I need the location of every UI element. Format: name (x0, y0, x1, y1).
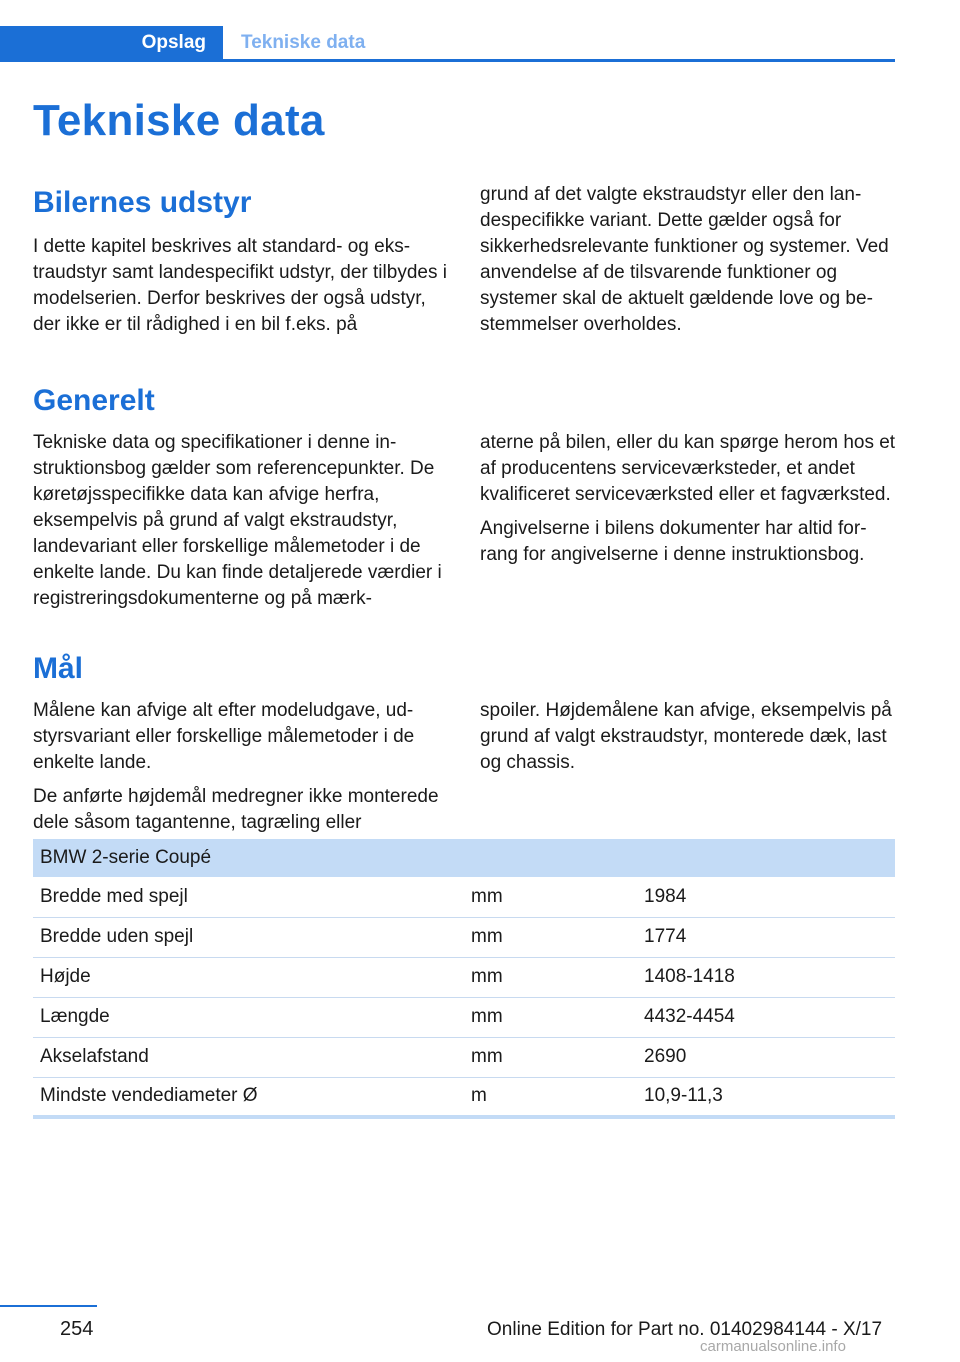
paragraph: Angivelserne i bilens dokumenter har altid forrang for angivelserne i denne instruktionsbog. (480, 518, 867, 565)
header-divider (0, 59, 895, 62)
row-label: Bredde uden spejl (33, 917, 464, 957)
row-unit: m (464, 1077, 637, 1117)
udstyr-left-column (33, 234, 453, 338)
row-value: 2690 (637, 1037, 895, 1077)
row-label: Højde (33, 957, 464, 997)
table-header: BMW 2-serie Coupé (33, 839, 895, 877)
tab-opslag[interactable]: Opslag (0, 26, 223, 62)
tab-tekniske-data[interactable]: Tekniske data (241, 32, 366, 53)
row-label: Akselafstand (33, 1037, 464, 1077)
edition-note: Online Edition for Part no. 01402984144 - X/17 (487, 1319, 883, 1340)
heading-generelt: Generelt (33, 384, 155, 417)
udstyr-right-column (480, 182, 898, 338)
top-navigation (0, 26, 895, 62)
table-row (33, 957, 895, 997)
paragraph: grund af det valgte ekstraudstyr eller den landespecifikke variant. Dette gælder også for sikkerhedsrelevante funktioner og systemer. Ved anvendelse af de tilsvarende funktioner og systemer skal de aktuelt gældende love og bestemmelser overholdes. (480, 184, 889, 335)
paragraph: De anførte højdemål medregner ikke monterede dele såsom tagantenne, tagræling eller (33, 786, 439, 833)
row-value: 1774 (637, 917, 895, 957)
paragraph: Tekniske data og specifikationer i denne instruktionsbog gælder som referencepunkter. De køretøjsspecifikke data kan afvige herfra, eksempelvis på grund af valgt ekstraudstyr, landevariant eller forskellige målemetoder i de enkelte lande. Du kan finde detaljerede værdier i registreringsdokumenterne og på mærk- (33, 432, 442, 609)
table-row (33, 997, 895, 1037)
row-unit: mm (464, 917, 637, 957)
page-title: Tekniske data (33, 96, 325, 145)
footer-divider (0, 1305, 97, 1307)
paragraph: spoiler. Højdemålene kan afvige, eksempelvis på grund af valgt ekstraudstyr, monterede dæk, last og chassis. (480, 700, 892, 773)
row-unit: mm (464, 877, 637, 917)
row-label: Mindste vendediameter Ø (33, 1077, 464, 1117)
table-row (33, 917, 895, 957)
page-number: 254 (60, 1318, 94, 1340)
row-value: 1984 (637, 877, 895, 917)
row-unit: mm (464, 957, 637, 997)
row-label: Længde (33, 997, 464, 1037)
table-header-row (33, 839, 895, 877)
paragraph: Målene kan afvige alt efter modeludgave, udstyrsvariant eller forskellige målemetoder i de enkelte lande. (33, 700, 415, 773)
table-row (33, 877, 895, 917)
row-value: 4432-4454 (637, 997, 895, 1037)
paragraph: I dette kapitel beskrives alt standard- og ekstraudstyr samt landespecifikt udstyr, der tilbydes i modelserien. Derfor beskrives der også udstyr, der ikke er til rådighed i en bil f.eks. på (33, 236, 447, 335)
row-unit: mm (464, 997, 637, 1037)
heading-bilernes-udstyr: Bilernes udstyr (33, 186, 252, 219)
maal-right-column (480, 698, 898, 776)
dimensions-table (33, 839, 895, 1119)
maal-left-column (33, 698, 453, 836)
paragraph: aterne på bilen, eller du kan spørge herom hos et af producentens serviceværksteder, et andet kvalificeret serviceværksted eller et fagværksted. (480, 432, 896, 505)
table-row (33, 1077, 895, 1117)
row-value: 1408-1418 (637, 957, 895, 997)
generelt-right-column (480, 430, 898, 568)
table-row (33, 1037, 895, 1077)
heading-maal: Mål (33, 652, 84, 685)
row-value: 10,9-11,3 (637, 1077, 895, 1117)
generelt-left-column (33, 430, 453, 612)
row-label: Bredde med spejl (33, 877, 464, 917)
watermark: carmanualsonline.info (700, 1338, 846, 1355)
row-unit: mm (464, 1037, 637, 1077)
